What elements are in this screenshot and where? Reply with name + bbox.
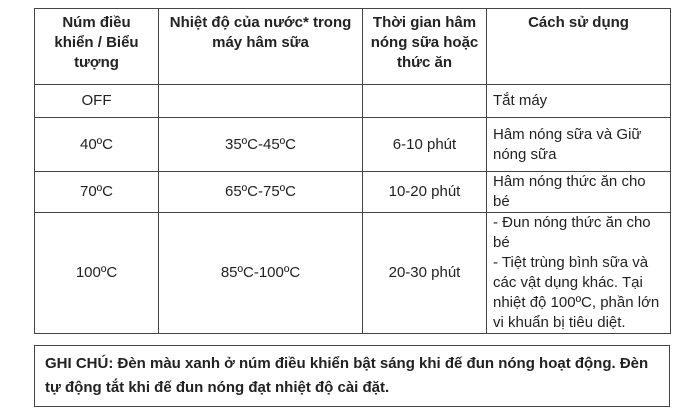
cell-time bbox=[363, 85, 487, 118]
table-row bbox=[35, 118, 671, 172]
note-box: GHI CHÚ: Đèn màu xanh ở núm điều khiển bật sáng khi đế đun nóng hoạt động. Đèn tự động tắt khi đế đun nóng đạt nhiệt độ cài đặt. bbox=[34, 345, 670, 407]
table-header-row bbox=[35, 9, 671, 85]
cell-water-temp: 35ºC-45ºC bbox=[159, 118, 363, 172]
table-row bbox=[35, 85, 671, 118]
cell-water-temp bbox=[159, 85, 363, 118]
cell-time: 20-30 phút bbox=[363, 213, 487, 334]
header-time: Thời gian hâm nóng sữa hoặc thức ăn bbox=[363, 9, 487, 85]
table-row bbox=[35, 172, 671, 213]
header-usage: Cách sử dụng bbox=[487, 9, 671, 85]
cell-water-temp: 85ºC-100ºC bbox=[159, 213, 363, 334]
cell-usage bbox=[487, 118, 671, 172]
usage-line: - Tiệt trùng bình sữa và các vật dụng khác. Tại nhiệt độ 100ºC, phần lớn vi khuẩn bị tiêu diệt. bbox=[493, 254, 660, 331]
cell-water-temp: 65ºC-75ºC bbox=[159, 172, 363, 213]
usage-line: Hâm nóng sữa và Giữ nóng sữa bbox=[493, 125, 642, 163]
settings-table bbox=[34, 8, 671, 334]
usage-line: Hâm nóng thức ăn cho bé bbox=[493, 173, 646, 210]
cell-knob: 40ºC bbox=[35, 118, 159, 172]
cell-usage bbox=[487, 213, 671, 334]
table-row bbox=[35, 213, 671, 334]
cell-usage bbox=[487, 172, 671, 213]
cell-time: 10-20 phút bbox=[363, 172, 487, 213]
header-knob: Núm điều khiển / Biểu tượng bbox=[35, 9, 159, 85]
cell-time: 6-10 phút bbox=[363, 118, 487, 172]
header-water-temp: Nhiệt độ của nước* trong máy hâm sữa bbox=[159, 9, 363, 85]
usage-line: Tắt máy bbox=[493, 92, 548, 109]
cell-usage bbox=[487, 85, 671, 118]
cell-knob: 70ºC bbox=[35, 172, 159, 213]
usage-line: - Đun nóng thức ăn cho bé bbox=[493, 214, 651, 251]
cell-knob: OFF bbox=[35, 85, 159, 118]
cell-knob: 100ºC bbox=[35, 213, 159, 334]
